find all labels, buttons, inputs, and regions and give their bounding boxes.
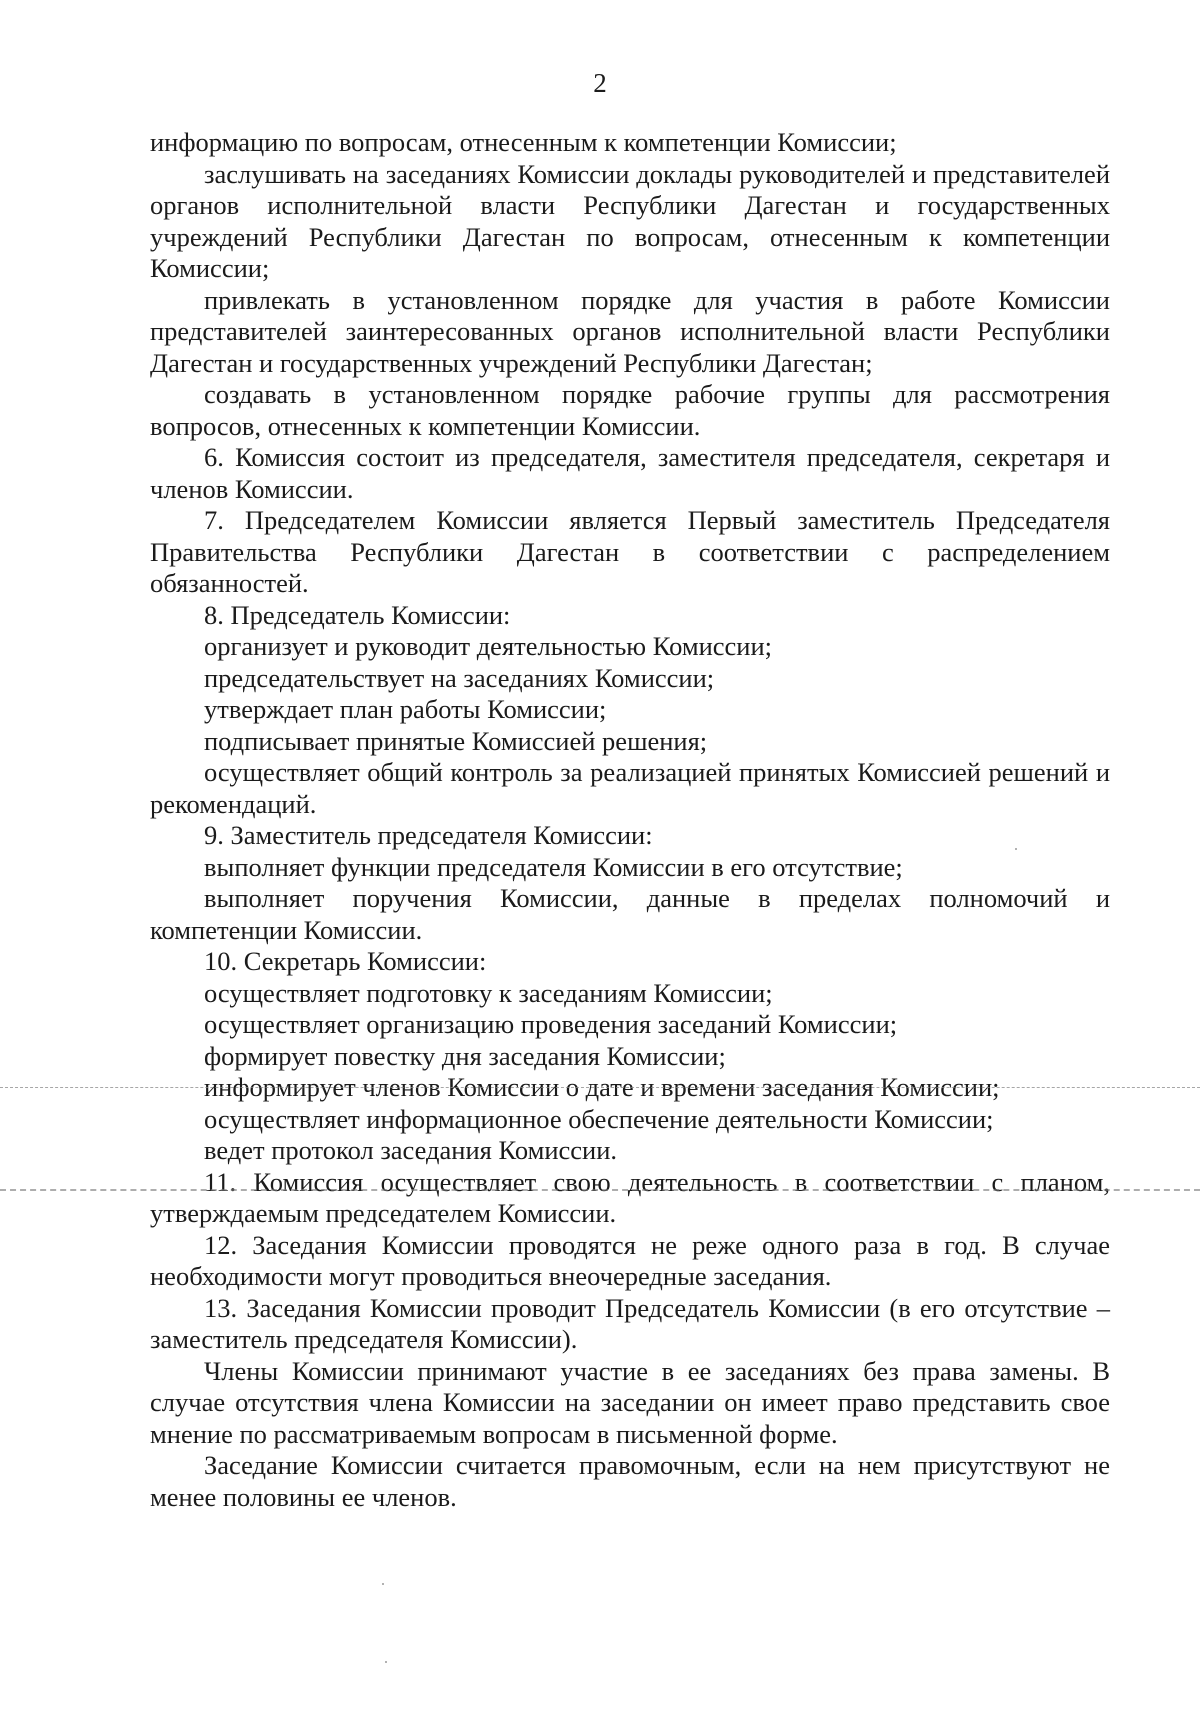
paragraph-item-11: 11. Комиссия осуществляет свою деятельность в соответствии с планом, утверждаемым председателем Комиссии. [150, 1166, 1110, 1228]
document-body [150, 127, 1110, 1513]
paragraph-chair-signs: подписывает принятые Комиссией решения; [204, 725, 708, 756]
paragraph-item-8-heading: 8. Председатель Комиссии: [204, 599, 511, 630]
paragraph-chair-presides: председательствует на заседаниях Комиссии; [204, 662, 715, 693]
paragraph-chair-organizes: организует и руководит деятельностью Комиссии; [204, 631, 773, 661]
paragraph-competence-info: информацию по вопросам, отнесенным к компетенции Комиссии; [150, 127, 897, 157]
paragraph-secretary-prepares: осуществляет подготовку к заседаниям Комиссии; [204, 977, 773, 1008]
paragraph-item-12: 12. Заседания Комиссии проводятся не реже одного раза в год. В случае необходимости могут проводиться внеочередные заседания. [150, 1229, 1110, 1291]
scan-speck [385, 1661, 387, 1663]
paragraph-item-6: 6. Комиссия состоит из председателя, заместителя председателя, секретаря и членов Комиссии. [150, 442, 1110, 504]
scan-speck [1015, 848, 1017, 850]
paragraph-item-9-heading: 9. Заместитель председателя Комиссии: [204, 820, 653, 850]
paragraph-secretary-minutes: ведет протокол заседания Комиссии. [204, 1135, 618, 1165]
scan-artifact-line [0, 1189, 1200, 1191]
paragraph-item-10-heading: 10. Секретарь Комиссии: [204, 946, 487, 976]
paragraph-create-working-groups: создавать в установленном порядке рабочие группы для рассмотрения вопросов, отнесенных к компетенции Комиссии. [150, 379, 1110, 441]
paragraph-involve-representatives: привлекать в установленном порядке для участия в работе Комиссии представителей заинтересованных органов исполнительной власти Республики Дагестан и государственных учреждений Республики Дагестан; [150, 284, 1110, 378]
scan-artifact-line [0, 1087, 1200, 1088]
paragraph-quorum: Заседание Комиссии считается правомочным, если на нем присутствуют не менее половины ее членов. [150, 1450, 1110, 1512]
page-number: 2 [593, 68, 607, 98]
paragraph-item-7: 7. Председателем Комиссии является Первый заместитель Председателя Правительства Республики Дагестан в соответствии с распределением обязанностей. [150, 505, 1110, 598]
paragraph-chair-controls: осуществляет общий контроль за реализацией принятых Комиссией решений и рекомендаций. [150, 757, 1110, 819]
paragraph-secretary-info-support: осуществляет информационное обеспечение деятельности Комиссии; [204, 1103, 994, 1134]
paragraph-secretary-informs: информирует членов Комиссии о дате и времени заседания Комиссии; [204, 1072, 1000, 1102]
paragraph-item-13: 13. Заседания Комиссии проводит Председатель Комиссии (в его отсутствие – заместитель председателя Комиссии). [150, 1292, 1110, 1354]
paragraph-secretary-organizes: осуществляет организацию проведения заседаний Комиссии; [204, 1009, 898, 1039]
paragraph-deputy-functions: выполняет функции председателя Комиссии в его отсутствие; [204, 851, 903, 882]
scan-speck [382, 1583, 384, 1585]
paragraph-secretary-agenda: формирует повестку дня заседания Комиссии; [204, 1040, 726, 1071]
paragraph-chair-approves-plan: утверждает план работы Комиссии; [204, 694, 607, 724]
paragraph-deputy-instructions: выполняет поручения Комиссии, данные в пределах полномочий и компетенции Комиссии. [150, 883, 1110, 945]
paragraph-hear-reports: заслушивать на заседаниях Комиссии доклады руководителей и представителей органов исполнительной власти Республики Дагестан и государственных учреждений Республики Дагестан по вопросам, отнесенным к компетенции Комиссии; [150, 158, 1110, 283]
paragraph-members-participation: Члены Комиссии принимают участие в ее заседаниях без права замены. В случае отсутствия члена Комиссии на заседании он имеет право представить свое мнение по рассматриваемым вопросам в письменной форме. [150, 1355, 1110, 1449]
